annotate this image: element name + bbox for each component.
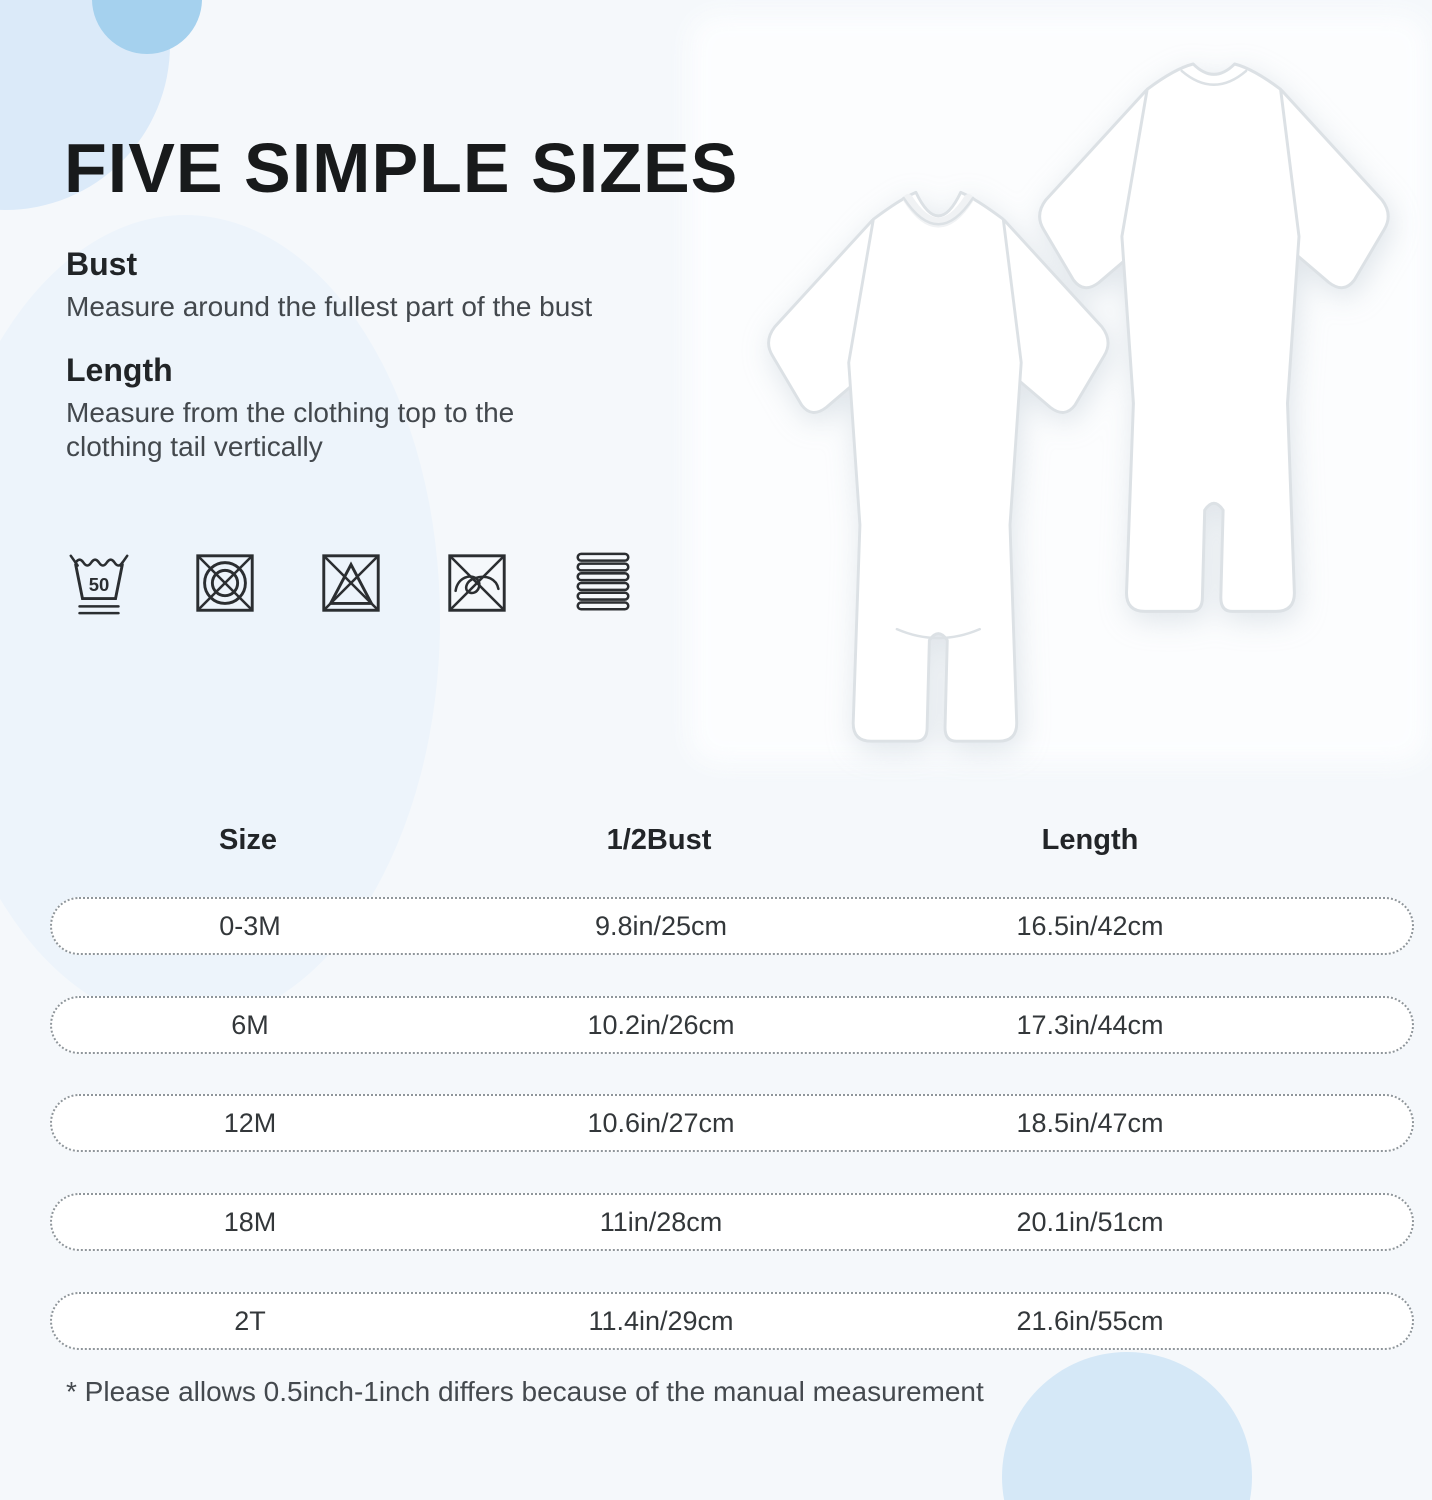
wash-50-icon <box>64 545 134 623</box>
table-row <box>50 1292 1414 1350</box>
bust-description: Measure around the fullest part of the bust <box>66 291 593 322</box>
romper-product-image <box>700 0 1432 770</box>
cell-bust: 9.8in/25cm <box>594 910 728 941</box>
cell-length: 17.3in/44cm <box>1016 1009 1164 1040</box>
bust-label: Bust <box>66 246 138 282</box>
do-not-tumble-dry-icon <box>190 545 260 623</box>
page-title: FIVE SIMPLE SIZES <box>64 129 739 207</box>
cell-size: 0-3M <box>219 910 281 941</box>
cell-size: 18M <box>223 1206 277 1237</box>
do-not-wring-icon <box>442 545 512 623</box>
cell-size: 2T <box>234 1305 266 1336</box>
measurement-note: * Please allows 0.5inch-1inch differs because of the manual measurement <box>66 1376 984 1407</box>
table-header-row <box>50 818 1414 862</box>
column-header-bust: 1/2Bust <box>606 823 712 856</box>
cell-bust: 10.2in/26cm <box>587 1009 735 1040</box>
cell-bust: 11.4in/29cm <box>588 1305 734 1336</box>
cell-length: 18.5in/47cm <box>1016 1107 1164 1138</box>
decorative-circle-bottom-right <box>1002 1352 1252 1500</box>
cell-size: 12M <box>223 1107 277 1138</box>
cell-length: 21.6in/55cm <box>1016 1305 1164 1336</box>
cell-size: 6M <box>231 1009 269 1040</box>
column-header-size: Size <box>218 823 278 856</box>
table-row <box>50 897 1414 955</box>
cell-bust: 10.6in/27cm <box>587 1107 735 1138</box>
column-header-length: Length <box>1041 823 1139 856</box>
cell-bust: 11in/28cm <box>599 1206 723 1237</box>
table-row <box>50 996 1414 1054</box>
wash-temp-label: 50 <box>88 573 110 595</box>
length-label: Length <box>66 352 173 388</box>
care-icons-row <box>64 545 638 623</box>
table-row <box>50 1193 1414 1251</box>
baby-romper-front <box>769 192 1108 741</box>
cell-length: 20.1in/51cm <box>1016 1206 1164 1237</box>
length-description: Measure from the clothing top to the clothing tail vertically <box>66 397 515 462</box>
dry-flat-icon <box>568 545 638 623</box>
do-not-bleach-icon <box>316 545 386 623</box>
cell-length: 16.5in/42cm <box>1016 910 1164 941</box>
table-row <box>50 1094 1414 1152</box>
